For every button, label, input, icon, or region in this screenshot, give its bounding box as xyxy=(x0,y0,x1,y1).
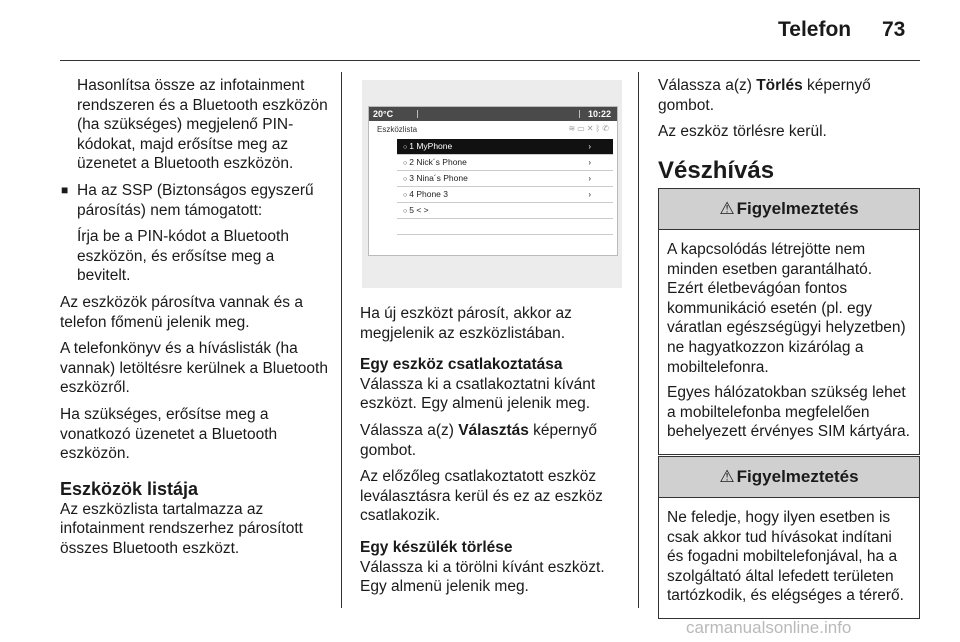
device-name: 4 Phone 3 xyxy=(409,189,448,199)
warning-header xyxy=(659,189,919,230)
device-row[interactable] xyxy=(397,139,613,155)
bullet-subtext: Írja be a PIN-kódot a Bluetooth eszközön, és erősítse meg a bevitelt. xyxy=(77,228,289,285)
column-divider-right xyxy=(638,72,639,608)
status-separator xyxy=(417,110,418,118)
section-heading-device-list: Eszközök listája xyxy=(60,478,199,499)
warning-body xyxy=(659,498,919,618)
section-heading-emergency-call: Vészhívás xyxy=(658,156,775,184)
paragraph xyxy=(360,421,628,460)
device-row[interactable] xyxy=(397,203,613,219)
bullet-item xyxy=(60,181,332,220)
watermark: carmanualsonline.info xyxy=(686,618,852,637)
column-divider-left xyxy=(341,72,342,608)
chevron-right-icon: › xyxy=(588,174,591,183)
device-name: 5 < > xyxy=(409,205,429,215)
device-name: 1 MyPhone xyxy=(409,141,453,151)
bullet-text: Ha az SSP (Biztonságos egyszerű párosítás) nem támogatott: xyxy=(77,181,314,219)
paragraph: Hasonlítsa össze az infotainment rendszeren és a Bluetooth eszközön (ha szükséges) megjelenő PIN-kódokat, majd erősítse meg az üzenetet a Bluetooth eszközön. xyxy=(77,77,328,173)
paragraph: Az eszközlista tartalmazza az infotainment rendszerhez párosított összes Bluetooth eszközt. xyxy=(60,500,303,557)
paragraph: Az előzőleg csatlakoztatott eszköz leválasztásra kerül és ez az eszköz csatlakozik. xyxy=(360,468,603,525)
button-name-valasztas: Választás xyxy=(458,421,529,439)
page-header xyxy=(0,0,960,62)
signal-icon: ≋ xyxy=(568,124,578,133)
text: képernyő gombot. xyxy=(658,77,871,114)
phone-icon: ✆ xyxy=(602,124,611,133)
device-indicator-icon: ○ xyxy=(403,192,408,199)
paragraph: Válassza ki a törölni kívánt eszközt. Egy almenü jelenik meg. xyxy=(360,558,605,596)
device-row[interactable] xyxy=(397,187,613,203)
text: képernyő gombot. xyxy=(360,421,597,459)
paragraph: Ne feledje, hogy ilyen esetben is csak akkor tud hívásokat indítani és fogadni mobiltelefonjával, ha a szolgáltató által lefedett területen tartózkodik, és elégséges a térerő. xyxy=(667,509,904,605)
mute-icon: ✕ xyxy=(586,124,596,133)
device-indicator-icon: ○ xyxy=(403,176,408,183)
device-name: 3 Nina´s Phone xyxy=(409,173,468,183)
battery-icon: ▭ xyxy=(577,124,587,133)
column-3 xyxy=(658,76,920,200)
screen-temperature: 20°C xyxy=(373,109,394,119)
subheading-connect-device: Egy eszköz csatlakoztatása xyxy=(360,356,563,374)
screen-status-icons xyxy=(569,124,611,133)
header-divider xyxy=(60,60,920,61)
warning-triangle-icon: ⚠ xyxy=(719,467,735,486)
button-name-torles: Törlés xyxy=(756,77,803,94)
paragraph: A telefonkönyv és a híváslisták (ha vannak) letöltésre kerülnek a Bluetooth eszközről. xyxy=(60,340,328,397)
bullet-square-icon: ■ xyxy=(61,182,69,197)
warning-box xyxy=(658,188,920,455)
device-row[interactable] xyxy=(397,171,613,187)
page-number: 73 xyxy=(882,18,906,41)
warning-triangle-icon: ⚠ xyxy=(719,199,735,218)
column-1 xyxy=(60,76,332,565)
warning-box xyxy=(658,456,920,619)
screen-list-title: Eszközlista xyxy=(377,125,418,134)
infotainment-screen xyxy=(368,106,618,256)
device-row[interactable] xyxy=(397,155,613,171)
chevron-right-icon: › xyxy=(588,158,591,167)
paragraph: Az eszköz törlésre kerül. xyxy=(658,123,827,141)
warning-header xyxy=(659,457,919,498)
column-2 xyxy=(360,304,628,604)
paragraph: Válassza ki a csatlakoztatni kívánt eszközt. Egy almenü jelenik meg. xyxy=(360,375,596,413)
screen-status-bar xyxy=(369,107,617,121)
device-indicator-icon: ○ xyxy=(403,160,408,167)
chevron-right-icon: › xyxy=(588,190,591,199)
screen-clock: 10:22 xyxy=(587,109,611,119)
paragraph: A kapcsolódás létrejötte nem minden esetben garantálható. Ezért életbevágóan fontos kommunikáció esetén (pl. egy váratlan egészségügyi helyzetben) ne hagyatkozzon kizárólag a mobiltelefonra. xyxy=(667,241,906,376)
device-list-screen-figure xyxy=(362,80,622,288)
status-separator xyxy=(579,110,580,118)
paragraph: Az eszközök párosítva vannak és a telefon főmenü jelenik meg. xyxy=(60,293,303,331)
warning-title: Figyelmeztetés xyxy=(736,199,859,218)
device-list xyxy=(397,139,613,235)
text: Válassza a(z) xyxy=(658,77,757,94)
chevron-right-icon: › xyxy=(588,142,591,151)
paragraph: Ha új eszközt párosít, akkor az megjelenik az eszközlistában. xyxy=(360,305,572,342)
warning-title: Figyelmeztetés xyxy=(736,467,859,486)
page-title: Telefon xyxy=(778,18,852,41)
device-indicator-icon: ○ xyxy=(403,144,408,151)
bluetooth-icon: ᛒ xyxy=(595,124,603,133)
paragraph: Ha szükséges, erősítse meg a vonatkozó üzenetet a Bluetooth eszközön. xyxy=(60,405,278,463)
paragraph xyxy=(658,76,920,115)
text: Válassza a(z) xyxy=(360,421,459,439)
empty-row xyxy=(397,219,613,235)
paragraph: Egyes hálózatokban szükség lehet a mobiltelefonba megfelelően behelyezett érvényes SIM kártyára. xyxy=(667,384,910,441)
device-indicator-icon: ○ xyxy=(403,208,408,215)
subheading-delete-device: Egy készülék törlése xyxy=(360,538,513,556)
device-name: 2 Nick´s Phone xyxy=(409,157,467,167)
warning-body xyxy=(659,230,919,454)
